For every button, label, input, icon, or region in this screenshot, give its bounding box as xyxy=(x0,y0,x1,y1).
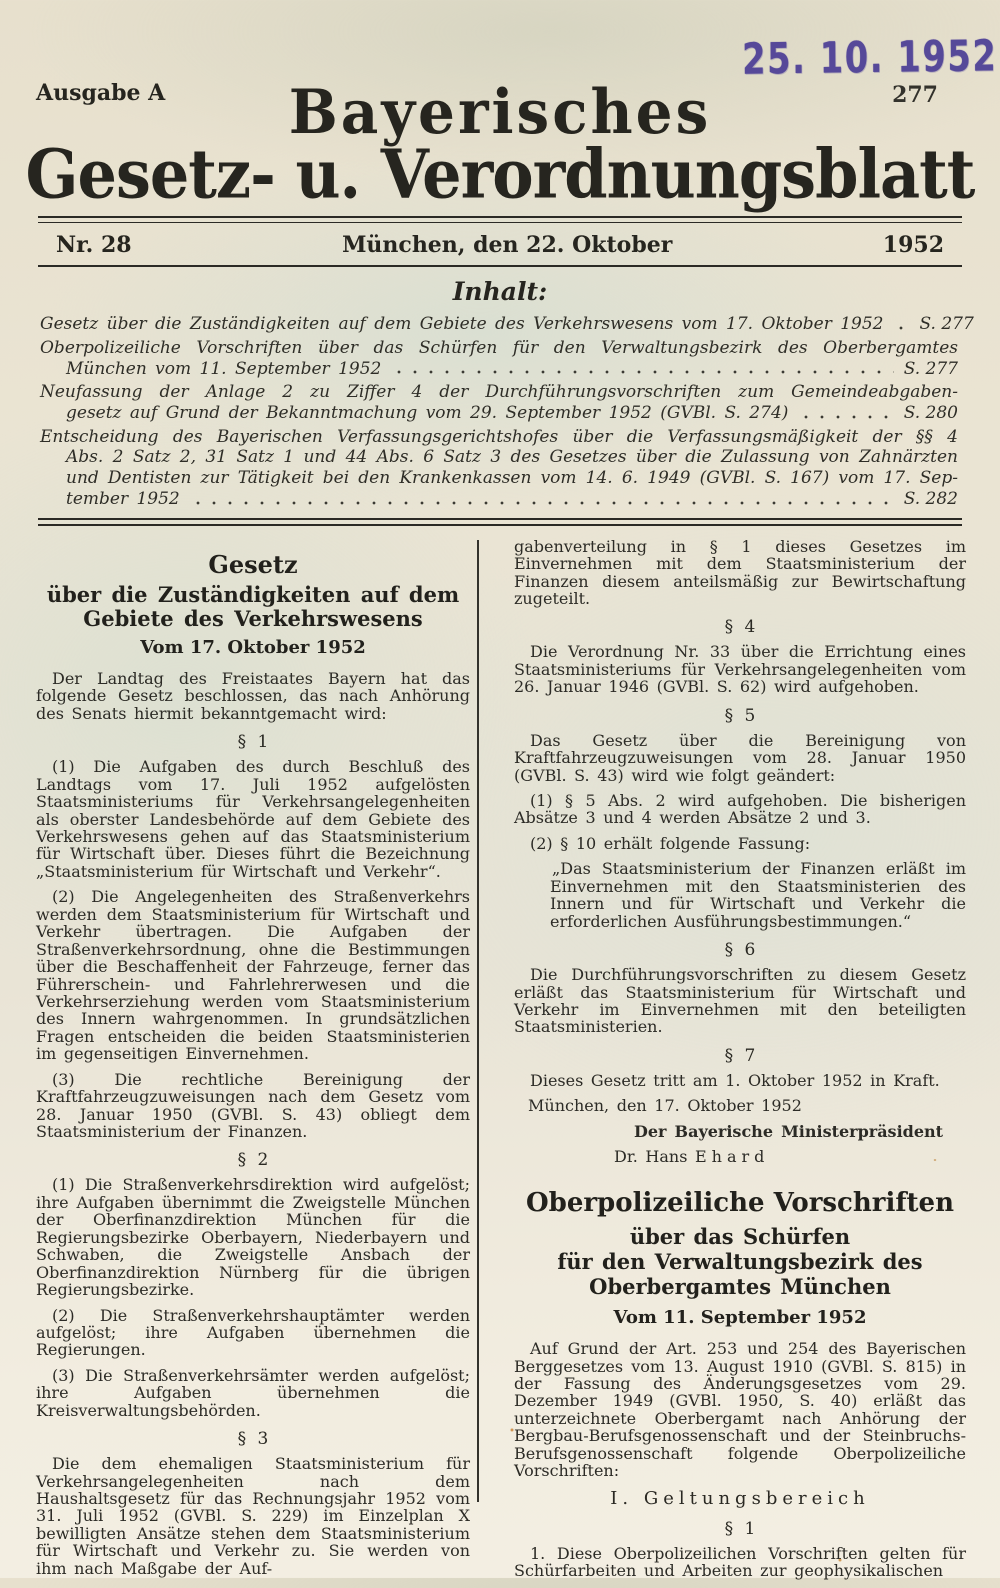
place-date-line: München, den 17. Oktober 1952 xyxy=(528,1096,802,1116)
toc-entry-text: Entscheidung des Bayerischen Verfassungsgerichtshofes über die Verfassungsmäßigkeit der §§ 4 xyxy=(40,426,958,447)
section-heading: § 5 xyxy=(724,705,756,726)
paragraph-continuation: gabenverteilung in § 1 dieses Gesetzes im Einvernehmen mit dem Staatsministerium der Finanzen diesem anteilsmäßig zur Bewirtschaftung zugeteilt. xyxy=(514,536,966,608)
paragraph: (2) Die Angelegenheiten des Straßenverkehrs werden dem Staatsministerium für Wirtschaft und Verkehr übertragen. Die Aufgaben der Straßenverkehrsordnung, ohne die Bestimmungen über die Beschaffenheit der Fahrzeuge, ferner das Führerschein- und Fahrlehrerwesen und die Verkehrserziehung werden vom Staatsministerium des Innern wahrgenommen. In grundsätzlichen Fragen entscheiden die beiden Staatsministerien im gegenseitigen Einvernehmen. xyxy=(36,887,470,1064)
toc-entry-text: Abs. 2 Satz 2, 31 Satz 1 und 44 Abs. 6 Satz 3 des Gesetzes über die Zulassung von Zahnärzten xyxy=(66,447,958,468)
ordinance-subtitle2: für den Verwaltungsbezirk des Oberbergamtes München xyxy=(557,1248,923,1299)
toc-heading: Inhalt: xyxy=(452,277,548,307)
toc-entry-text: tember 1952 xyxy=(66,488,180,509)
paragraph: Die Verordnung Nr. 33 über die Errichtung eines Staatsministeriums für Verkehrsangelegenheiten vom 26. Januar 1946 (GVBl. S. 62) wird aufgehoben. xyxy=(514,642,966,697)
date-stamp: 25. 10. 1952 xyxy=(741,30,998,84)
paragraph: (3) Die rechtliche Bereinigung der Kraftfahrzeugzuweisungen nach dem Gesetz vom 28. Januar 1950 (GVBl. S. 43) obliegt dem Staatsministerium der Finanzen. xyxy=(36,1069,470,1142)
ordinance-title: Oberpolizeiliche Vorschriften xyxy=(525,1187,955,1218)
toc-entry-text: Oberpolizeiliche Vorschriften über das Schürfen für den Verwaltungsbezirk des Oberbergamtes xyxy=(40,337,958,358)
article-columns xyxy=(0,526,1000,1588)
paragraph: (1) § 5 Abs. 2 wird aufgehoben. Die bisherigen Absätze 3 und 4 werden Absätze 2 und 3. xyxy=(514,791,966,828)
issue-year: 1952 xyxy=(882,232,944,259)
issue-number: Nr. 28 xyxy=(56,232,132,259)
toc-entry xyxy=(40,382,958,423)
toc-entry-text: Gesetz über die Zuständigkeiten auf dem Gebiete des Verkehrswesens vom 17. Oktober 1952 xyxy=(40,314,884,335)
dot-leader xyxy=(391,359,893,380)
toc-entry xyxy=(40,338,958,379)
toc-page-ref: S. 280 xyxy=(903,403,958,423)
issue-place-date: München, den 22. Oktober xyxy=(342,232,673,259)
paragraph: (1) Die Aufgaben des durch Beschluß des Landtags vom 17. Juli 1952 aufgelösten Staatsministeriums für Verkehrsangelegenheiten als oberster Landesbehörde auf dem Gebiete des Verkehrswesens gehen auf das Staatsministerium für Wirtschaft über. Dieses führt die Bezeichnung „Staatsministerium für Wirtschaft und Verkehr“. xyxy=(36,757,470,881)
dateline-rule xyxy=(38,265,962,267)
section-heading: § 7 xyxy=(724,1045,756,1066)
section-heading: § 4 xyxy=(724,617,756,638)
ordinance-subtitle1: über das Schürfen xyxy=(629,1223,851,1249)
section-heading: § 1 xyxy=(237,732,269,753)
edition-label: Ausgabe A xyxy=(36,80,166,106)
toc-entry xyxy=(40,314,974,335)
left-column xyxy=(36,538,470,1588)
paragraph: Das Gesetz über die Bereinigung von Kraftfahrzeugzuweisungen vom 28. Januar 1950 (GVBl. S. 43) wird wie folgt geändert: xyxy=(514,730,966,785)
dot-leader xyxy=(893,314,909,335)
ordinance-intro: Auf Grund der Art. 253 und 254 des Bayerischen Berggesetzes vom 13. August 1910 (GVBl. S. 815) in der Fassung des Änderungsgesetzes vom 29. Dezember 1949 (GVBl. 1950, S. 40) erläßt das unterzeichnete Oberbergamt nach Anhörung der Bergbau-Berufsgenossenschaft und der Steinbruchs-Berufsgenossenschaft folgende Oberpolizeiliche Vorschriften: xyxy=(514,1339,966,1481)
dot-leader xyxy=(798,403,893,424)
paragraph: (2) Die Straßenverkehrshauptämter werden aufgelöst; ihre Aufgaben übernehmen die Regierungen. xyxy=(36,1305,470,1360)
paragraph: 1. Diese Oberpolizeilichen Vorschriften gelten für Schürfarbeiten und Arbeiten zur geophysikalischen xyxy=(514,1543,966,1581)
toc-bottom-rule xyxy=(38,518,962,526)
toc-entry xyxy=(40,427,958,510)
section-heading: § 3 xyxy=(237,1429,269,1450)
signature-name: Dr. Hans Ehard xyxy=(614,1147,770,1167)
paragraph: Dieses Gesetz tritt am 1. Oktober 1952 in Kraft. xyxy=(530,1070,940,1090)
issue-dateline xyxy=(38,223,962,265)
toc-entry-text: Neufassung der Anlage 2 zu Ziffer 4 der Durchführungsvorschriften zum Gemeindeabgaben- xyxy=(40,382,958,403)
law-title: Gesetz xyxy=(208,549,298,579)
paragraph: (3) Die Straßenverkehrsämter werden aufgelöst; ihre Aufgaben übernehmen die Kreisverwaltungsbehörden. xyxy=(36,1365,470,1420)
law-intro: Der Landtag des Freistaates Bayern hat das folgende Gesetz beschlossen, das nach Anhörung des Senats hiermit bekanntgemacht wird: xyxy=(36,668,470,723)
ordinance-part-heading: I. Geltungsbereich xyxy=(610,1487,870,1509)
masthead-rule xyxy=(38,216,962,223)
law-subtitle: über die Zuständigkeiten auf dem Gebiete des Verkehrswesens xyxy=(46,581,460,631)
masthead xyxy=(0,0,1000,214)
signature-title: Der Bayerische Ministerpräsident xyxy=(634,1121,944,1141)
paragraph: Die Durchführungsvorschriften zu diesem Gesetz erläßt das Staatsministerium für Wirtschaft und Verkehr im Einvernehmen mit den beteiligten Staatsministerien. xyxy=(514,965,966,1037)
section-heading: § 6 xyxy=(724,940,756,961)
right-column xyxy=(514,538,966,1588)
toc-entry-text: gesetz auf Grund der Bekanntmachung vom 29. September 1952 (GVBl. S. 274) xyxy=(66,403,789,423)
table-of-contents xyxy=(0,314,1000,510)
ordinance-date-line: Vom 11. September 1952 xyxy=(613,1307,867,1329)
page-number: 277 xyxy=(892,82,938,108)
paragraph: (2) § 10 erhält folgende Fassung: xyxy=(530,833,811,853)
section-heading: § 2 xyxy=(237,1150,269,1171)
dot-leader xyxy=(190,489,894,510)
quoted-provision: „Das Staatsministerium der Finanzen erläßt im Einvernehmen mit den Staatsministerien des Innern und für Wirtschaft und Verkehr die erforderlichen Ausführungsbestimmungen.“ xyxy=(550,859,966,931)
section-heading: § 1 xyxy=(724,1518,756,1539)
toc-entry-text: München vom 11. September 1952 xyxy=(66,358,382,379)
law-date-line: Vom 17. Oktober 1952 xyxy=(140,636,366,658)
paragraph: (1) Die Straßenverkehrsdirektion wird aufgelöst; ihre Aufgaben übernimmt die Zweigstelle München der Oberfinanzdirektion München für die Regierungsbezirke Oberbayern, Niederbayern und Schwaben, die Zweigstelle Ansbach der Oberfinanzdirektion Nürnberg für die übrigen Regierungsbezirke. xyxy=(36,1175,470,1300)
toc-page-ref: S. 282 xyxy=(903,488,958,509)
toc-page-ref: S. 277 xyxy=(919,314,974,335)
masthead-line1: Bayerisches xyxy=(288,76,712,148)
toc-page-ref: S. 277 xyxy=(903,358,958,379)
masthead-line2: Gesetz- u. Verordnungsblatt xyxy=(25,134,975,214)
toc-entry-text: und Dentisten zur Tätigkeit bei den Krankenkassen vom 14. 6. 1949 (GVBl. S. 167) vom 17. Sep- xyxy=(66,468,958,489)
paragraph: Die dem ehemaligen Staatsministerium für Verkehrsangelegenheiten nach dem Haushaltsgesetz für das Rechnungsjahr 1952 vom 31. Juli 1952 (GVBl. S. 229) im Einzelplan X bewilligten Ansätze stehen dem Staatsministerium für Wirtschaft und Verkehr zu. Sie werden von ihm nach Maßgabe der Auf- xyxy=(36,1454,470,1578)
